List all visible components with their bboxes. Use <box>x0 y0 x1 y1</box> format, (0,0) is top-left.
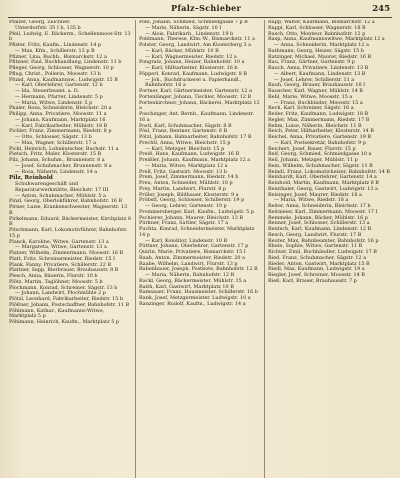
directory-entry: Preißler, Johann, Kaufmann, Marktplatz 12 a <box>139 157 251 163</box>
directory-entry: Rau, Franz, Gärtner, Gartenstr. 9 p <box>268 59 355 66</box>
directory-entry: Pfitzner, Paul, Buchhandlung, Lindenstr. 11 b <box>9 59 122 66</box>
directory-entry: Rauscher, Karl, Wagner, Mühlstr. 14 B <box>268 88 363 94</box>
directory-entry: Pinzl, Georg, Oberlokführer, Bahnhofstr. 16 B <box>9 198 123 205</box>
directory-entry: Polster, Georg, Landwirt, Am Klosterberg 3 a <box>139 42 252 48</box>
directory-entry: Rasp, Anna, Kaufmannswitwe, Marktplatz 12 a <box>268 36 385 43</box>
directory-entry: — Maria, Witwe, Lindenstr. 5 p <box>15 99 93 106</box>
directory-entry: — Georg, Lehrer, Gartenstr. 10 p <box>145 203 227 209</box>
directory-entry: Rehm, Luise, Näherin, Bleichstr. 11 B <box>268 122 362 129</box>
directory-entry: — Maria, Witwe, Riedstr. 18 a <box>274 197 349 204</box>
header-rule <box>8 17 392 18</box>
directory-entry: — Margareta, Witwe, Gartenstr. 13 a <box>15 244 107 251</box>
directory-entry: Reinthaler, Georg, Gastwirt, Ludwigstr. 13 a <box>268 185 378 192</box>
directory-entry: Pirner, Luise, Krankenschwester, Wagnerstr. 13 B <box>9 204 128 216</box>
directory-entry: — Hermann, Pfarrer, Lindenstr. 5 p <box>15 93 103 100</box>
directory-entry: — Karl, Fabrikarbeiter, Mühlstr. 18 B <box>15 122 108 129</box>
directory-entry: Platzer, Wilhelm, Zimmermann, Moosstr. 16 B <box>9 250 124 256</box>
directory-entry: Reiter, Anna, Schneiderin, Bleichstr. 17 b <box>268 203 371 209</box>
directory-entry: Pichler, Franz, Zimmermann, Riedstr. 8 p <box>9 128 112 135</box>
directory-entry: — Max, Kfm., Schillerstr. 13 p B <box>15 47 95 54</box>
directory-entry: Reichert, Josef, Bauer, Flurstr. 15 p <box>268 145 356 152</box>
directory-entry: Puchta, Konrad, Schneidermeister, Marktplatz 14 p <box>139 226 255 238</box>
directory-entry: Rentsch, Karl, Kaufmann, Lindenstr. 12 B <box>268 226 372 232</box>
directory-entry: Postl, Karl, Schuhmacher, Sägstr. 8 B <box>139 122 232 129</box>
directory-entry: Preiß, Hans, Kaufmann, Ludwigstr. 16 B <box>139 151 240 158</box>
directory-entry: Rackl, Georg, Bäckermeister, Mühlstr. 15 a <box>139 277 247 284</box>
directory-entry: Reuter, Max, Bahnbeamter, Bahnhofstr. 16 p <box>268 237 379 244</box>
directory-entry: Platt, Fritz, Schreinermeister, Riedstr. 15 I <box>9 255 115 262</box>
directory-entry: — Joh., Buchdruckerei u. Papierhandl., Bahnhofstr. 16 a <box>145 76 242 89</box>
directory-entry: Püttner, Johann, Oberlehrer, Gartenstr. 17 p <box>139 243 249 250</box>
directory-entry: Rauh, Georg, Brauer, Brauhausstr. 10 I <box>268 82 366 89</box>
directory-entry: — Maria, Näherin, Bahnhofstr. 12 B <box>145 272 235 278</box>
directory-entry: Plank, Fanny, Privatiere, Schillerstr. 22 B <box>9 261 112 268</box>
directory-entry: Rieder, Anton, Gastwirt, Marktplatz 15 B <box>268 260 370 267</box>
directory-entry: Ratzinger, Michael, Maurer, Riedstr. 16 B <box>268 53 372 60</box>
directory-entry: — Marie, Näherin, Sägstr. 10 I <box>145 24 222 31</box>
directory-entry: Rein, Wilhelm, Schuhmacher, Sägstr. 11 B <box>268 162 373 169</box>
directory-entry: Pschierer, Johann, Maurer, Bleichstr. 13 B <box>139 214 244 221</box>
directory-entry: — Karl, Konditor, Lindenstr. 10 B <box>145 237 228 244</box>
directory-entry: Rebl, Marie, Witwe, Moosstr. 15 a <box>268 93 353 100</box>
directory-entry: Phaler, Rosa, Schneiderin, Bleichstr. 20 a <box>9 105 112 112</box>
directory-entry: — Alois, Fabrikarb., Lindenstr. 19 b <box>145 30 234 37</box>
directory-entry: Pfizner, Lina, Buchh., Bismarckstr. 12 a <box>9 53 107 60</box>
directory-entry: Raith, Karl, Gastwirt, Marktplatz 10 B <box>139 283 234 290</box>
directory-entry: Pöhlmann, Heinrich, Kaufm., Marktplatz 5 p <box>9 319 120 325</box>
directory-entry: Plochmann, Konrad, Schreiner, Sägstr. 13 b <box>9 284 118 291</box>
directory-entry: Prommersberger, Karl, Kaufm., Ludwigstr. 5 p <box>139 208 254 215</box>
directory-entry: — Josef, Lehrer, Schillerstr. 11 a <box>274 76 355 83</box>
directory-entry: Pilz, Johann, Schuhm., Brunnenstr. 8 a <box>9 157 105 163</box>
directory-entry: Plößner, Johann, Postschaffner, Bahnhofstr. 11 B <box>9 301 130 308</box>
directory-entry: Pösl, Franz, Rentner, Gartenstr. 6 B <box>139 128 228 135</box>
directory-entry: Reich, Peter, Hilfsarbeiter, Klosterstr. 14 B <box>268 128 374 135</box>
running-title: Pfalz–Schieber <box>171 3 242 13</box>
column-1 <box>6 20 135 478</box>
directory-entry: Unterdorfstr. 35 I b, 135 b <box>15 24 81 31</box>
directory-entry: Rieß, Karl, Brauer, Brauhausstr. 7 p <box>268 277 357 284</box>
directory-entry: — Albert, Kaufmann, Lindenstr. 13 B <box>274 70 366 77</box>
directory-entry: Reder, Fritz, Kaufmann, Ludwigstr. 18 B <box>268 111 369 117</box>
directory-entry: Raab, Anton, Zimmermeister, Riedstr. 20 a <box>139 254 245 261</box>
directory-entry: Prechtl, Anna, Witwe, Bleichstr. 15 p <box>139 139 231 146</box>
directory-entry: Pirkelmann, Eduard, Bäckermeister, Kirchplatz 8 B <box>9 215 132 228</box>
directory-entry: Plötzl, Leonhard, Fabrikarbeiter, Riedstr. 15 b <box>9 296 124 302</box>
directory-entry: Reisinger, Josef, Maurer, Riedstr. 18 a <box>268 191 362 198</box>
directory-entry: Reitmeier, Karl, Zimmermann, Moosstr. 17 I <box>268 208 378 215</box>
directory-entry: Portenlänger, Johann, Tischler, Moosstr. 12 B <box>139 93 252 100</box>
directory-entry: — Max, Wagner, Schillerstr. 17 a <box>15 139 97 146</box>
column-3 <box>264 20 393 478</box>
directory-entry: — Karl, Hilfsarbeiter, Klosterstr. 16 b <box>145 65 238 71</box>
directory-entry: Portner, Karl, Gärtnermeister, Gartenstr. 12 a <box>139 88 253 94</box>
directory-entry: Preu, Anton, Schneider, Mühlstr. 10 p <box>139 180 233 186</box>
directory-entry: Raabe, Wilhelm, Landwirt, Flurstr. 13 p <box>139 260 238 267</box>
directory-entry: — Karl, Oberlehrer, Gartenstr. 12 b <box>15 82 103 89</box>
directory-entry: — Johann, Kaufmann, Marktplatz 16 <box>15 116 106 123</box>
section-heading: Pilz, Reinhold <box>9 175 53 182</box>
directory-entry: Pflug, Christ., Polierin, Moosstr. 13 b <box>9 70 101 77</box>
directory-entry: Schuhwarengeschäft und Reparaturwerkstätte, Bleichstr. 17 III <box>15 181 109 193</box>
directory-entry: Pöhlmann, Kathar., Kaufmanns-Witwe, Marktplatz 5 p <box>9 307 105 320</box>
directory-entry: — Anton, Schuhmacher, Mühlstr. 5 a <box>15 192 106 199</box>
directory-entry: Rauch, Anna, Privatiere, Lindenstr. 13 B <box>268 65 369 71</box>
column-2 <box>135 20 264 478</box>
directory-entry: Pürkner, Franz, Sattler, Sägstr. 17 a <box>139 220 229 227</box>
directory-entry: Rathmann, Georg, Heizer, Sägstr. 15 b <box>268 47 364 54</box>
directory-entry: Pohl, Johann, Schmied, Schmiedgasse 7 p B <box>139 20 248 25</box>
directory-entry: Reinhardt, Karl, Oberlehrer, Gartenstr. 14 a <box>268 174 377 181</box>
directory-entry: Pietsch, Fritz, Maler, Klosterstr. 15 B <box>9 151 102 158</box>
page-header <box>6 3 394 16</box>
directory-entry: — Anna, Schneiderin, Marktplatz 12 a <box>274 42 369 48</box>
directory-entry: Prey, Martin, Landwirt, Flurstr. 8 p <box>139 185 227 192</box>
directory-entry: Rasch, Otto, Monteur, Bahnhofstr. 12 p <box>268 30 366 37</box>
directory-entry: Planck, Karoline, Witwe, Gartenstr. 13 a <box>9 238 109 245</box>
directory-entry: — Otto, Schlosser, Sägstr. 13 b <box>15 134 92 140</box>
directory-entry: — Josef, Schuhmacher, Brunnenstr. 8 a <box>15 162 112 169</box>
directory-entry: Rech, Karl, Schreiner, Sägstr. 16 a <box>268 105 354 112</box>
directory-entry: Pongratz, Johann, Heizer, Bahnhofstr. 10 a <box>139 59 245 66</box>
directory-entry: Pohlmann, Therese, Kfm.-W., Bismarckstr. 11 a <box>139 36 255 43</box>
directory-entry: Prell, Fritz, Gastwirt, Moosstr. 13 b <box>139 168 227 175</box>
directory-entry: Ramsauer, Franz, Hausmeister, Schillerstr. 16 b <box>139 289 258 296</box>
directory-entry: Ried, Franz, Schuhmacher, Sägstr. 12 a <box>268 254 367 261</box>
directory-entry: Pfalzer, Georg, Zeichner. <box>9 20 71 25</box>
columns <box>6 20 394 478</box>
directory-entry: Remmele, Johann, Bäcker, Mühlstr. 16 p <box>268 214 368 221</box>
directory-entry: Pickl, Heinrich, Lohnkutscher, Buchstr. 11 a <box>9 145 119 152</box>
directory-entry: — Rosa, Näherin, Lindenstr. 14 a <box>15 168 98 175</box>
directory-entry: Pfleger, Georg, Schlosser, Wagnerstr. 10 p <box>9 65 114 71</box>
directory-entry: Plesch, Anna, Bäuerin, Flurstr. 10 b <box>9 273 98 279</box>
directory-entry: Priller, Joseph, Bildhauer, Klosterstr. 9 a <box>139 191 239 198</box>
directory-entry: Resch, Georg, Landwirt, Flurstr. 17 B <box>268 231 362 238</box>
directory-entry: Reichel, Anna, Privatiere, Gartenstr. 19 B <box>268 134 372 140</box>
directory-entry: Riedl, Max, Kaufmann, Ludwigstr. 19 a <box>268 266 365 273</box>
directory-entry: Rabenbauer, Joseph, Postbote, Bahnhofstr. 12 B <box>139 266 258 273</box>
directory-entry: Pötzl, Johann, Bahnarbeiter, Bahnhofstr. 17 B <box>139 134 252 140</box>
directory-entry: Renner, Josef, Schlosser, Schillerstr. 13 a <box>268 220 370 227</box>
directory-entry: Plötz, Martin, Taglöhner, Moosstr. 5 b <box>9 278 103 285</box>
directory-entry: Philipp, Anna, Privatiere, Moosstr. 11 a <box>9 111 107 117</box>
directory-entry: — Karl, Wagnermeister, Riedstr. 12 a <box>145 53 237 60</box>
directory-entry: Rapp, Walter, Kaufmann, Bismarckstr. 12 a <box>268 20 375 25</box>
directory-entry: Pöpperl, Konrad, Kaufmann, Ludwigstr. 8 B <box>139 70 247 77</box>
directory-entry: Quirin, Marie, Privatiere, Bismarckstr. 15 I <box>139 249 246 255</box>
directory-entry: — Karl, Metzger, Bleichstr. 15 p <box>145 145 225 152</box>
directory-entry: — Karl, Bäcker, Mühlstr. 10 B <box>145 47 219 54</box>
directory-entry: — Karl, Postsekretär, Bahnhofstr. 9 p <box>274 139 366 146</box>
directory-entry: Riegler, Josef, Schreiner, Moosstr. 14 B <box>268 272 365 278</box>
directory-entry: Reinhold, Martin, Kaufmann, Marktplatz 8 B <box>268 180 379 186</box>
directory-entry: — Franz, Buchbinder, Moosstr. 15 a <box>274 99 363 106</box>
directory-entry: — Maria, Witwe, Marktplatz 12 a <box>145 162 228 169</box>
directory-entry: Regler, Max, Zimmermann, Riedstr. 17 B <box>268 116 370 123</box>
directory-entry: Reif, Georg, Schmied, Schmiedgasse 10 a <box>268 151 372 158</box>
directory-entry: Pröbstl, Georg, Schlosser, Schillerstr. 19 p <box>139 197 245 204</box>
directory-entry: Plattner, Sepp, Bierbrauer, Brauhausstr. 8 B <box>9 267 119 274</box>
directory-entry: Portenkirchner, Johann, Bäckerei, Marktplatz 12 a <box>139 99 260 112</box>
directory-entry: — Johann, Landwirt, Plochmühle 2 p <box>15 290 106 297</box>
directory-entry: Richter, Emil, Buchhändler, Ludwigstr. 17 B <box>268 249 377 255</box>
directory-entry: Pfeil, Ludwig, E. Bäckerm., Schellenmoos-Str. 13 b <box>9 30 131 43</box>
directory-entry: Pfund, Anna, Kaufmannsw., Ludwigstr. 15 B <box>9 76 118 83</box>
directory-entry: Rank, Josef, Metzgermeister, Ludwigstr. 10 a <box>139 295 251 301</box>
directory-entry: — Ida, Steuerbeamt. a. D. <box>15 88 80 94</box>
directory-entry: Rappl, Karl, Schlosser, Wagnerstr. 18 B <box>268 24 366 31</box>
directory-entry: Pfister, Fritz, Kaufm., Lindenstr. 14 p <box>9 42 102 48</box>
directory-entry: Rhein, Sophie, Witwe, Gartenstr. 11 B <box>268 243 363 250</box>
directory-entry: Reil, Johann, Metzger, Mühlstr. 11 p <box>268 157 358 163</box>
directory-entry: Ranzinger, Rudolf, Kaufm., Ludwigstr. 14 a <box>139 300 246 307</box>
directory-entry: Reindl, Franz, Lokomotivheizer, Bahnhofstr. 14 B <box>268 168 391 175</box>
directory-entry: Prem, Josef, Zimmermann, Riedstr. 14 b <box>139 174 239 181</box>
directory-entry: Pitschmann, Karl, Lokomotivführer, Bahnhofstr. 15 p <box>9 227 128 239</box>
directory-entry: Poschinger, Ant. Bernh., Kaufmann, Lindenstr. 16 a <box>139 111 255 123</box>
page-number: 245 <box>372 4 390 14</box>
